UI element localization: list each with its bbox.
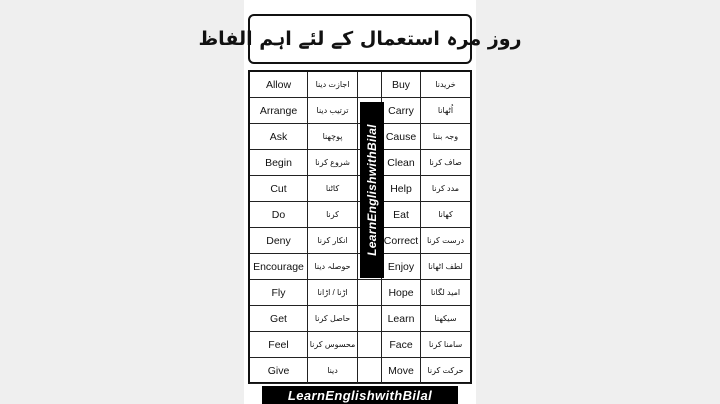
table-row bbox=[250, 306, 470, 332]
english-word-left: Allow bbox=[250, 72, 308, 97]
title-box bbox=[198, 14, 522, 64]
english-word-left: Do bbox=[250, 202, 308, 227]
urdu-meaning-right: حرکت کرنا bbox=[427, 366, 464, 375]
vertical-watermark bbox=[360, 102, 384, 278]
urdu-meaning-left: انکار کرنا bbox=[308, 228, 358, 253]
english-word-right: Cause bbox=[381, 124, 421, 149]
vocabulary-card bbox=[198, 0, 522, 404]
urdu-meaning-right: لطف اٹھانا bbox=[428, 262, 463, 271]
table-row bbox=[250, 72, 470, 98]
english-word-right: Eat bbox=[381, 202, 421, 227]
urdu-meaning-left: حوصلہ دینا bbox=[308, 254, 358, 279]
urdu-meaning-right: مدد کرنا bbox=[431, 184, 460, 193]
english-word-left: Give bbox=[250, 358, 308, 383]
footer-banner bbox=[262, 386, 458, 404]
urdu-meaning-right: خریدنا bbox=[435, 80, 456, 89]
english-word-left: Fly bbox=[250, 280, 308, 305]
english-word-left: Get bbox=[250, 306, 308, 331]
table-row bbox=[250, 358, 470, 384]
urdu-meaning-left: شروع کرنا bbox=[308, 150, 358, 175]
urdu-meaning-right: سامنا کرنا bbox=[428, 340, 463, 349]
english-word-left: Feel bbox=[250, 332, 308, 357]
english-word-left: Deny bbox=[250, 228, 308, 253]
urdu-meaning-right: صاف کرنا bbox=[429, 158, 462, 167]
english-word-right: Move bbox=[381, 358, 421, 383]
english-word-right: Clean bbox=[381, 150, 421, 175]
english-word-right: Face bbox=[381, 332, 421, 357]
table-row bbox=[250, 280, 470, 306]
urdu-meaning-left: اڑنا / اڑانا bbox=[308, 280, 358, 305]
urdu-meaning-right: امید لگانا bbox=[430, 288, 461, 297]
urdu-meaning-right: اُٹھانا bbox=[437, 106, 454, 115]
table-row bbox=[250, 332, 470, 358]
english-word-left: Arrange bbox=[250, 98, 308, 123]
english-word-right: Carry bbox=[381, 98, 421, 123]
urdu-meaning-right: درست کرنا bbox=[426, 236, 465, 245]
english-word-left: Ask bbox=[250, 124, 308, 149]
watermark-text: LearnEnglishwithBilal bbox=[365, 124, 379, 256]
english-word-right: Help bbox=[381, 176, 421, 201]
footer-banner-text: LearnEnglishwithBilal bbox=[287, 387, 433, 403]
page-title: روز مرہ استعمال کے لئے اہم الفاظ bbox=[198, 28, 522, 50]
english-word-right: Enjoy bbox=[381, 254, 421, 279]
urdu-meaning-left: حاصل کرنا bbox=[308, 306, 358, 331]
english-word-right: Correct bbox=[381, 228, 421, 253]
left-pillarbox bbox=[0, 0, 244, 404]
urdu-meaning-right: وجہ بننا bbox=[432, 132, 459, 141]
right-pillarbox bbox=[476, 0, 720, 404]
vocabulary-table bbox=[248, 70, 472, 384]
english-word-left: Encourage bbox=[250, 254, 308, 279]
english-word-right: Hope bbox=[381, 280, 421, 305]
urdu-meaning-left: ترتیب دینا bbox=[308, 98, 358, 123]
english-word-left: Cut bbox=[250, 176, 308, 201]
urdu-meaning-left: کرنا bbox=[308, 202, 358, 227]
english-word-left: Begin bbox=[250, 150, 308, 175]
urdu-meaning-right: سیکھنا bbox=[434, 314, 457, 323]
english-word-right: Buy bbox=[381, 72, 421, 97]
english-word-right: Learn bbox=[381, 306, 421, 331]
urdu-meaning-left: کاٹنا bbox=[308, 176, 358, 201]
urdu-meaning-left: محسوس کرنا bbox=[308, 332, 358, 357]
urdu-meaning-left: پوچھنا bbox=[308, 124, 358, 149]
urdu-meaning-left: اجازت دینا bbox=[308, 72, 358, 97]
urdu-meaning-right: کھانا bbox=[438, 210, 453, 219]
urdu-meaning-left: دینا bbox=[308, 358, 358, 383]
